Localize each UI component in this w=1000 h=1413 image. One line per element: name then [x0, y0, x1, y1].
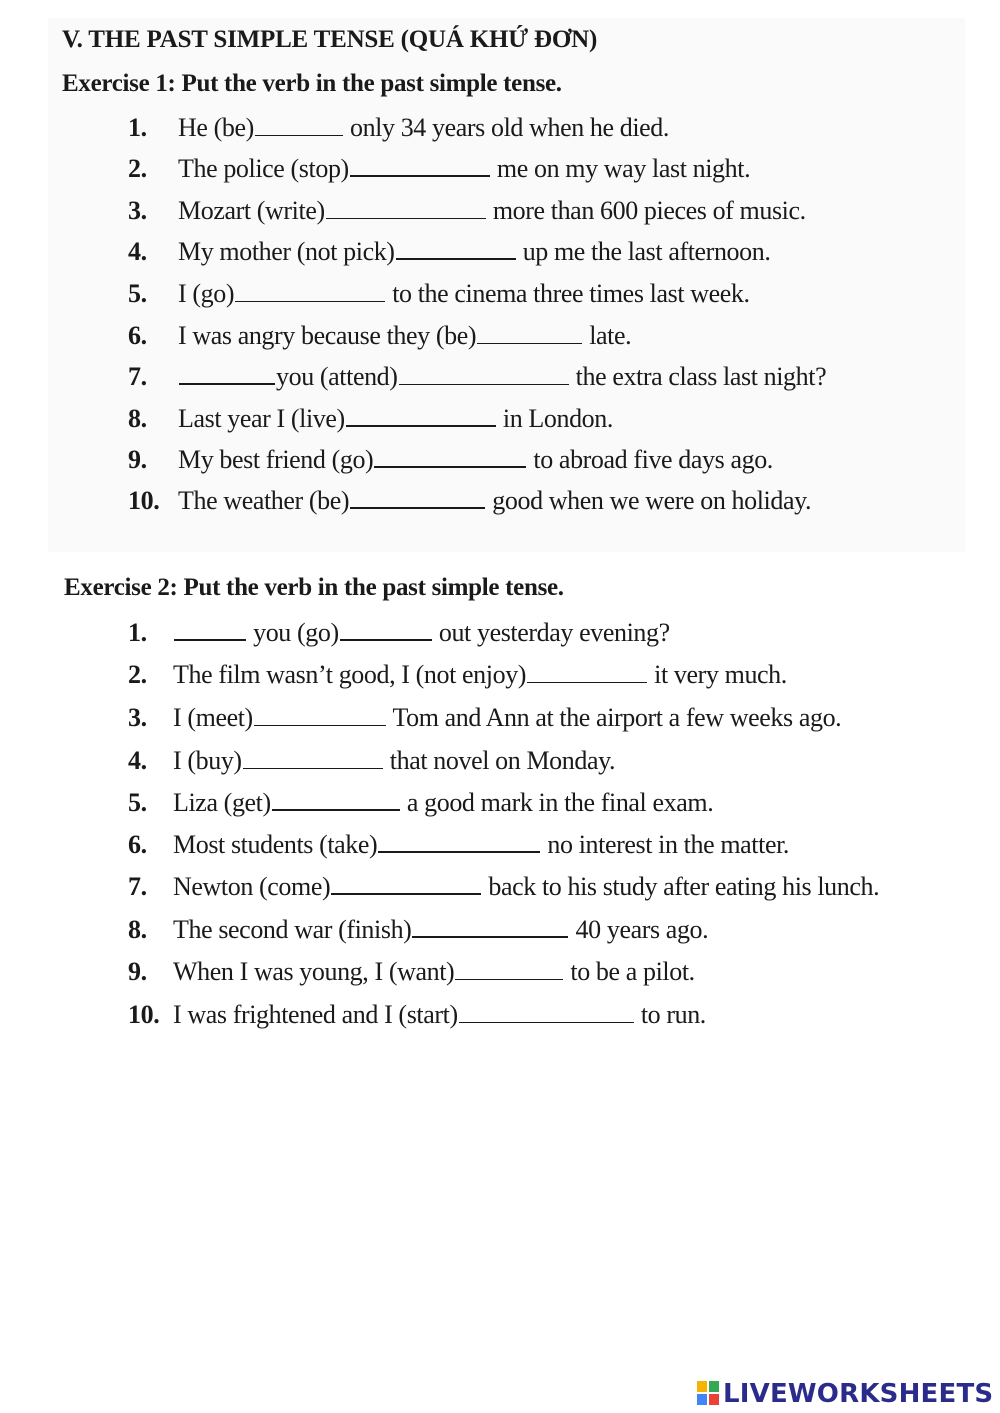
answer-blank[interactable]: [174, 619, 246, 641]
item-continuation: that novel on Monday.: [389, 746, 616, 775]
item-prompt: The second war (finish): [173, 915, 412, 944]
item-continuation: only 34 years old when he died.: [349, 113, 670, 142]
item-prompt: I (buy): [173, 746, 242, 775]
item-continuation: Tom and Ann at the airport a few weeks ago.: [392, 703, 842, 732]
answer-blank[interactable]: [346, 405, 496, 427]
item-continuation: it very much.: [654, 660, 787, 689]
item-prompt: Newton (come): [173, 872, 331, 901]
answer-blank[interactable]: [243, 748, 383, 769]
answer-blank[interactable]: [378, 831, 540, 853]
item-continuation: late.: [589, 321, 632, 350]
answer-blank[interactable]: [374, 446, 526, 468]
answer-blank[interactable]: [254, 705, 386, 726]
item-number: 7.: [128, 872, 147, 901]
item-continuation: back to his study after eating his lunch.: [488, 872, 880, 901]
answer-blank[interactable]: [412, 916, 568, 938]
item-prompt: Most students (take): [173, 830, 378, 859]
answer-blank[interactable]: [527, 662, 647, 683]
item-number: 7.: [128, 362, 147, 391]
item-number: 3.: [128, 196, 147, 225]
item-number: 5.: [128, 279, 147, 308]
item-prompt: I (go): [178, 279, 235, 308]
item-number: 3.: [128, 703, 147, 732]
answer-blank[interactable]: [255, 115, 343, 136]
answer-blank[interactable]: [179, 363, 275, 385]
item-prompt: My mother (not pick): [178, 237, 395, 266]
item-continuation: to abroad five days ago.: [533, 445, 773, 474]
item-number: 10.: [128, 1000, 160, 1029]
answer-blank[interactable]: [235, 281, 385, 302]
item-continuation: to be a pilot.: [570, 957, 695, 986]
answer-blank[interactable]: [455, 959, 563, 980]
liveworksheets-logo-text: LIVEWORKSHEETS: [723, 1379, 994, 1409]
item-prompt: Last year I (live): [178, 404, 345, 433]
item-continuation: to run.: [640, 1000, 706, 1029]
item-prompt: The film wasn’t good, I (not enjoy): [173, 660, 527, 689]
answer-blank[interactable]: [331, 873, 481, 895]
item-number: 9.: [128, 957, 147, 986]
item-prompt: He (be): [178, 113, 254, 142]
item-prompt: When I was young, I (want): [173, 957, 455, 986]
item-number: 4.: [128, 746, 147, 775]
liveworksheets-logo-icon: [697, 1381, 719, 1405]
item-prompt: you (attend): [276, 362, 398, 391]
item-continuation: up me the last afternoon.: [522, 237, 771, 266]
item-number: 5.: [128, 788, 147, 817]
item-continuation: good when we were on holiday.: [492, 486, 812, 515]
item-continuation: a good mark in the final exam.: [406, 788, 714, 817]
item-continuation: in London.: [502, 404, 613, 433]
item-number: 6.: [128, 321, 147, 350]
answer-blank[interactable]: [340, 619, 432, 641]
answer-blank[interactable]: [399, 364, 569, 385]
item-number: 10.: [128, 486, 160, 515]
item-number: 6.: [128, 830, 147, 859]
answer-blank[interactable]: [326, 198, 486, 219]
answer-blank[interactable]: [272, 789, 400, 811]
item-prompt: Mozart (write): [178, 196, 325, 225]
exercise-2-heading: Exercise 2: Put the verb in the past simple tense.: [64, 574, 564, 601]
item-continuation: no interest in the matter.: [547, 830, 790, 859]
item-number: 1.: [128, 113, 147, 142]
answer-blank[interactable]: [350, 155, 490, 177]
item-number: 8.: [128, 404, 147, 433]
item-number: 9.: [128, 445, 147, 474]
exercise-1-heading: Exercise 1: Put the verb in the past simple tense.: [62, 70, 562, 97]
item-prompt: I (meet): [173, 703, 253, 732]
item-number: 2.: [128, 660, 147, 689]
answer-blank[interactable]: [459, 1002, 634, 1023]
item-prompt: Liza (get): [173, 788, 271, 817]
item-prompt: The police (stop): [178, 154, 349, 183]
item-continuation: more than 600 pieces of music.: [492, 196, 806, 225]
item-prompt: My best friend (go): [178, 445, 374, 474]
answer-blank[interactable]: [350, 487, 485, 509]
item-continuation: to the cinema three times last week.: [392, 279, 750, 308]
answer-blank[interactable]: [477, 323, 582, 344]
page-title: V. THE PAST SIMPLE TENSE (QUÁ KHỨ ĐƠN): [62, 26, 598, 53]
item-number: 8.: [128, 915, 147, 944]
item-number: 4.: [128, 237, 147, 266]
item-prompt: I was angry because they (be): [178, 321, 477, 350]
item-continuation: the extra class last night?: [575, 362, 827, 391]
item-continuation: me on my way last night.: [496, 154, 751, 183]
item-number: 2.: [128, 154, 147, 183]
item-prompt: I was frightened and I (start): [173, 1000, 458, 1029]
item-continuation: out yesterday evening?: [438, 618, 670, 647]
item-number: 1.: [128, 618, 147, 647]
answer-blank[interactable]: [396, 238, 516, 260]
item-continuation: 40 years ago.: [575, 915, 709, 944]
item-prompt: you (go): [253, 618, 339, 647]
item-prompt: The weather (be): [178, 486, 350, 515]
